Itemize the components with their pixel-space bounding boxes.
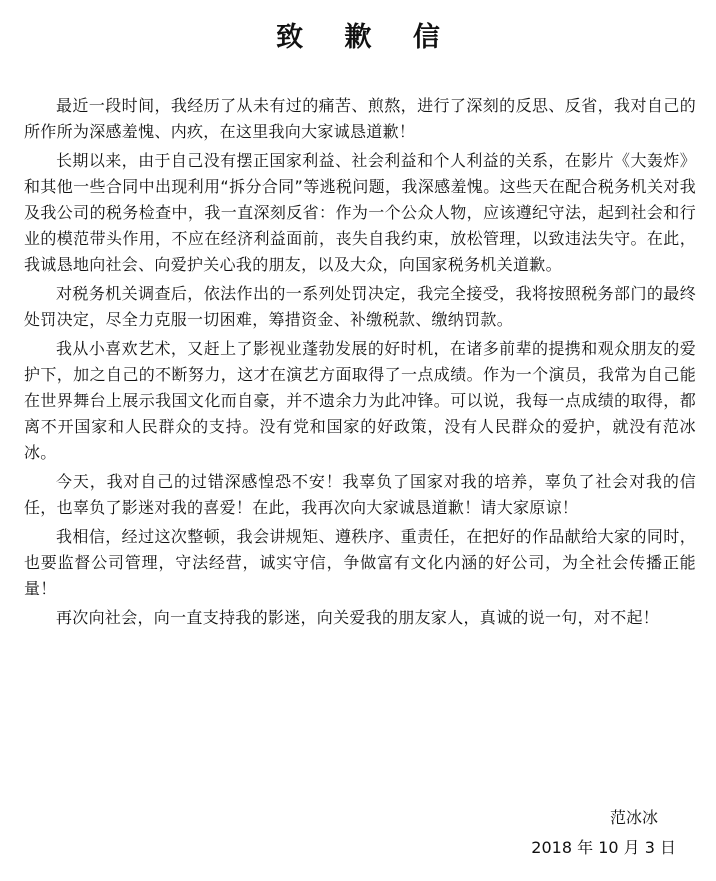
paragraph-7: 再次向社会，向一直支持我的影迷，向关爱我的朋友家人，真诚的说一句，对不起！ bbox=[56, 608, 660, 627]
paragraph-5: 今天，我对自己的过错深感惶恐不安！我辜负了国家对我的培养，辜负了社会对我的信任，也辜负了影迷对我的喜爱！在此，我再次向大家诚恳道歉！请大家原谅！ bbox=[24, 472, 696, 517]
paragraph-3: 对税务机关调查后，依法作出的一系列处罚决定，我完全接受，我将按照税务部门的最终处罚决定，尽全力克服一切困难，筹措资金、补缴税款、缴纳罚款。 bbox=[24, 284, 696, 329]
paragraph-2: 长期以来，由于自己没有摆正国家利益、社会利益和个人利益的关系，在影片《大轰炸》和其他一些合同中出现利用“拆分合同”等逃税问题，我深感羞愧。这些天在配合税务机关对我及我公司的税务检查中，我一直深刻反省：作为一个公众人物，应该遵纪守法，起到社会和行业的模范带头作用，不应在经济利益面前，丧失自我约束，放松管理，以致违法失守。在此，我诚恳地向社会、向爱护关心我的朋友，以及大众，向国家税务机关道歉。 bbox=[24, 151, 696, 274]
signature: 范冰冰 bbox=[609, 808, 658, 827]
letter-date: 2018 年 10 月 3 日 bbox=[531, 838, 676, 857]
paragraph-1: 最近一段时间，我经历了从未有过的痛苦、煎熬，进行了深刻的反思、反省，我对自己的所作所为深感羞愧、内疚，在这里我向大家诚恳道歉！ bbox=[24, 96, 696, 141]
paragraph-4: 我从小喜欢艺术，又赶上了影视业蓬勃发展的好时机，在诸多前辈的提携和观众朋友的爱护下，加之自己的不断努力，这才在演艺方面取得了一点成绩。作为一个演员，我常为自己能在世界舞台上展示我国文化而自豪，并不遗余力为此冲锋。可以说，我每一点成绩的取得，都离不开国家和人民群众的支持。没有党和国家的好政策，没有人民群众的爱护，就没有范冰冰。 bbox=[24, 339, 696, 462]
letter-title: 致 歉 信 bbox=[276, 22, 456, 53]
paragraph-6: 我相信，经过这次整顿，我会讲规矩、遵秩序、重责任，在把好的作品献给大家的同时，也要监督公司管理，守法经营，诚实守信，争做富有文化内涵的好公司，为全社会传播正能量！ bbox=[24, 527, 696, 598]
letter-body bbox=[24, 93, 696, 634]
